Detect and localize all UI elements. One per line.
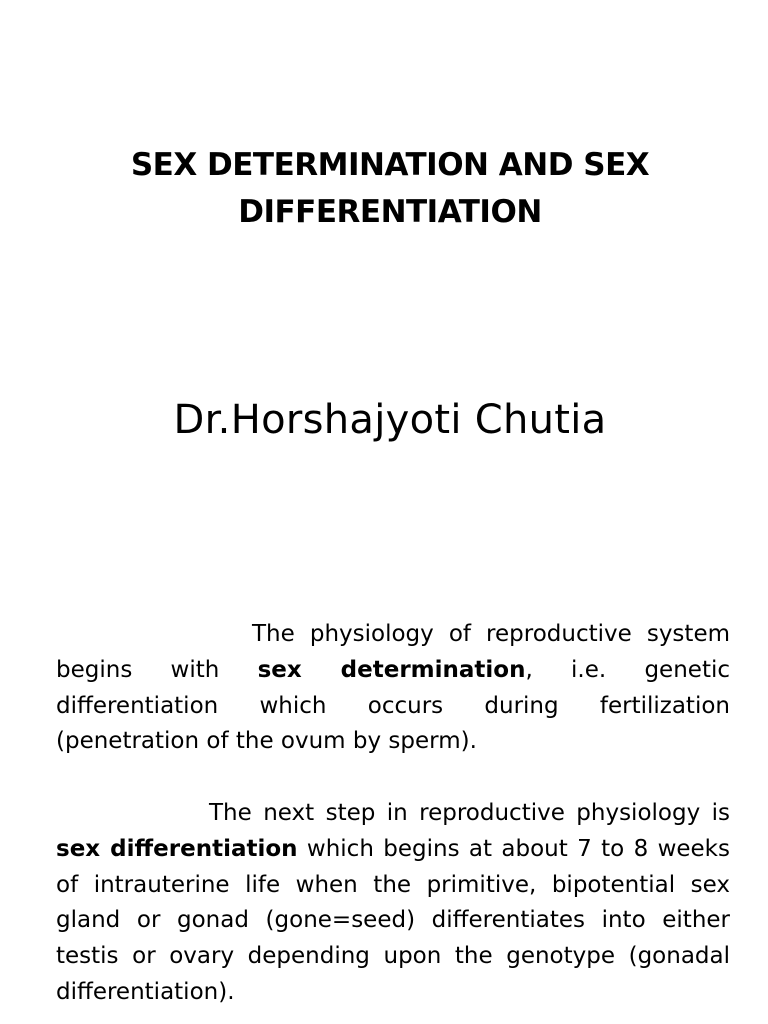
- title-line-2: DIFFERENTIATION: [238, 194, 542, 230]
- paragraph-1-text-end: , i.e. genetic differentiation which occurs during fertilization (penetration of the ovum by sperm).: [56, 656, 730, 755]
- title-line-1: SEX DETERMINATION AND SEX: [130, 147, 650, 183]
- paragraph-1-text-start: The physiology of reproductive system begins with: [56, 621, 730, 683]
- paragraph-2-text-end: which begins at about 7 to 8 weeks of intrauterine life when the primitive, bipotential sex gland or gonad (gone=seed) differentiates into either testis or ovary depending upon the genotype (gonadal differentiation).: [56, 835, 730, 1005]
- paragraph-1-bold-term: sex determination: [257, 656, 526, 683]
- paragraph-sex-determination: [56, 617, 730, 760]
- document-title: [60, 142, 720, 236]
- author-name: Dr.Horshajyoti Chutia: [173, 397, 607, 443]
- paragraph-sex-differentiation: [56, 796, 730, 1011]
- paragraph-2-text-start: The next step in reproductive physiology is: [209, 800, 730, 826]
- paragraph-2-bold-term: sex differentiation: [56, 835, 298, 862]
